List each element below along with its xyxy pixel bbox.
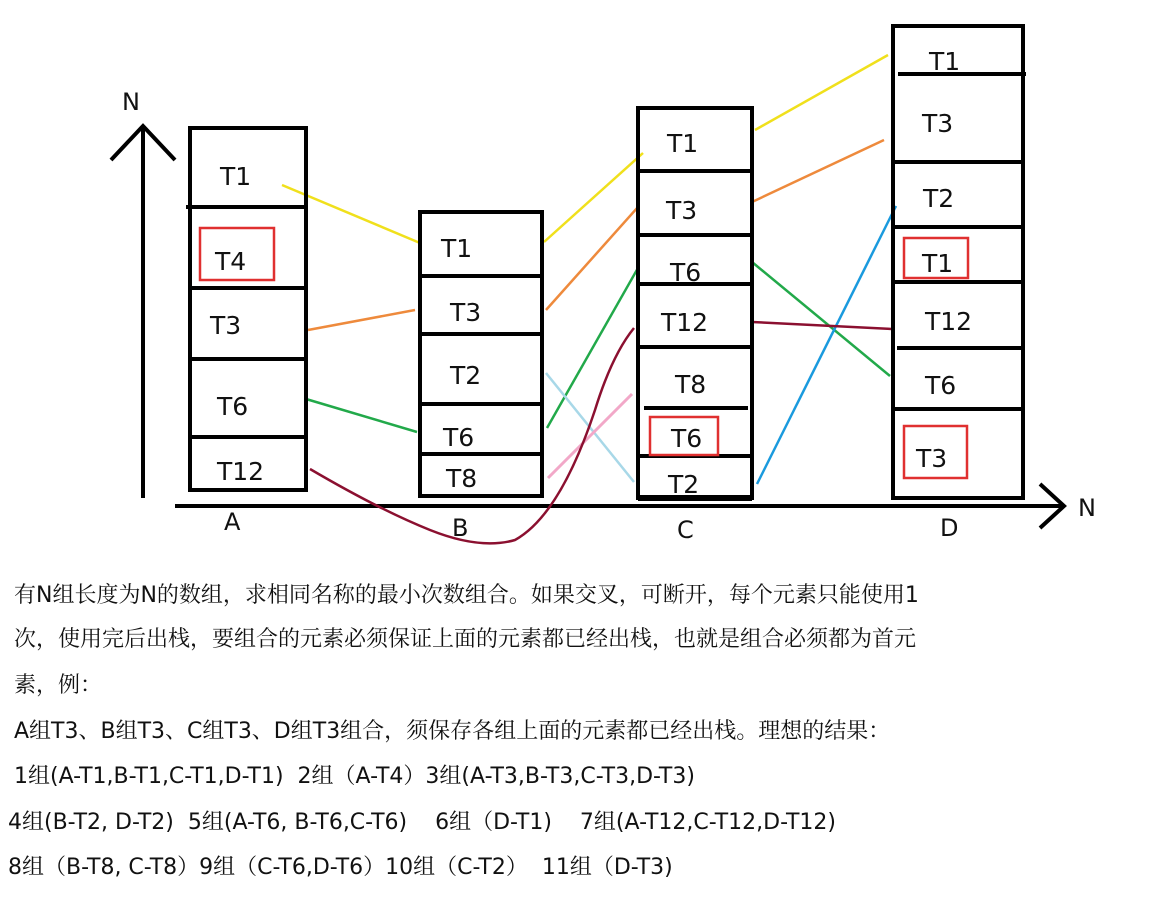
group-d-item-t1-boxed: T1 (922, 249, 954, 278)
group-a-item-t4: T4 (215, 247, 247, 276)
link-c-t3-d-t3 (752, 140, 884, 202)
group-c-item-t6: T6 (670, 258, 702, 287)
group-b-item-t3: T3 (450, 298, 482, 327)
x-axis-label: N (1078, 494, 1096, 522)
note-line-5: 1组(A-T1,B-T1,C-T1,D-T1) 2组（A-T4）3组(A-T3,B-T3,C-T3,D-T3) (14, 764, 695, 789)
group-b-item-t1: T1 (441, 234, 473, 263)
group-c-item-t12: T12 (661, 308, 709, 337)
group-a-stack (186, 128, 306, 490)
group-b-item-t8: T8 (446, 464, 478, 493)
link-c-t2-d-t2 (757, 206, 896, 484)
link-c-t6-d-t6 (752, 262, 890, 376)
link-lines (282, 55, 896, 543)
group-d-item-t1: T1 (929, 47, 961, 76)
group-c-item-t3: T3 (666, 196, 698, 225)
note-line-2: 次，使用完后出栈，要组合的元素必须保证上面的元素都已经出栈，也就是组合必须都为首元 (14, 627, 917, 652)
group-d-item-t2: T2 (923, 184, 955, 213)
link-b-t1-c-t1 (544, 153, 643, 242)
group-c-item-t1: T1 (667, 129, 699, 158)
note-line-7: 8组（B-T8, C-T8）9组（C-T6,D-T6）10组（C-T2） 11组（D-T3) (8, 855, 673, 880)
group-a-item-t6: T6 (217, 392, 249, 421)
group-a-item-t1: T1 (220, 162, 252, 191)
y-axis-label: N (122, 88, 140, 116)
group-c-item-t6-boxed: T6 (671, 424, 703, 453)
note-line-4: A组T3、B组T3、C组T3、D组T3组合，须保存各组上面的元素都已经出栈。理想的结果： (14, 719, 891, 744)
group-d-label: D (940, 514, 959, 542)
group-b-stack (420, 212, 542, 496)
group-d-stack (893, 26, 1026, 498)
note-line-1: 有N组长度为N的数组，求相同名称的最小次数组合。如果交叉，可断开，每个元素只能使用1 (14, 583, 919, 608)
group-b-item-t2: T2 (450, 361, 482, 390)
group-a-label: A (224, 508, 241, 536)
link-a-t1-b-t1 (282, 185, 420, 243)
group-d-item-t3-boxed: T3 (916, 444, 948, 473)
link-c-t1-d-t1 (755, 55, 888, 130)
group-d-item-t12: T12 (925, 307, 973, 336)
group-a-item-t3: T3 (210, 311, 242, 340)
group-c-item-t2: T2 (668, 470, 700, 499)
group-c-label: C (677, 516, 694, 544)
y-axis (111, 126, 175, 498)
group-b-item-t6: T6 (443, 423, 475, 452)
link-c-t12-d-t12 (752, 322, 892, 329)
link-a-t3-b-t3 (308, 310, 415, 330)
note-line-3: 素，例： (14, 673, 103, 698)
group-d-item-t3: T3 (922, 109, 954, 138)
group-a-item-t12: T12 (217, 457, 265, 486)
group-d-item-t6: T6 (925, 371, 957, 400)
note-line-6: 4组(B-T2, D-T2) 5组(A-T6, B-T6,C-T6) 6组（D-T1) 7组(A-T12,C-T12,D-T12) (8, 810, 836, 835)
group-b-label: B (452, 514, 469, 542)
group-c-item-t8: T8 (675, 370, 707, 399)
link-a-t6-b-t6 (306, 399, 417, 432)
x-axis (175, 484, 1064, 528)
group-c-stack (638, 108, 752, 499)
